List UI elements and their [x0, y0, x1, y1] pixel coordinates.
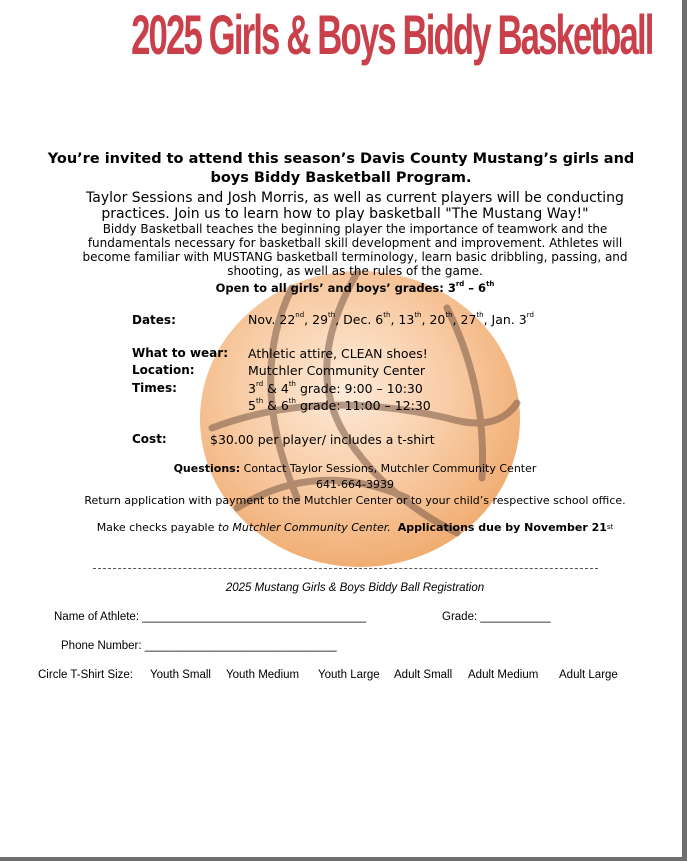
times-value-2: 5th & 6th grade: 11:00 – 12:30 — [248, 397, 431, 413]
athlete-name-field: Name of Athlete: ___________________________________ — [54, 611, 367, 623]
wear-value: Athletic attire, CLEAN shoes! — [248, 346, 428, 361]
registration-heading: 2025 Mustang Girls & Boys Biddy Ball Registration — [225, 582, 485, 594]
intro-heading-line2: boys Biddy Basketball Program. — [210, 170, 472, 186]
size-youth-small: Youth Small — [150, 669, 211, 681]
intro-heading-line1: You’re invited to attend this season’s Davis County Mustang’s girls and — [47, 151, 635, 167]
dates-label: Dates: — [132, 313, 176, 327]
checks-due-line: Make checks payable to Mutchler Community Center. Applications due by November 21st — [96, 521, 614, 534]
flyer-title: 2025 Girls & Boys Biddy Basketball — [131, 3, 653, 66]
dates-value: Nov. 22nd, 29th, Dec. 6th, 13th, 20th, 27th, Jan. 3rd — [248, 311, 534, 327]
size-adult-medium: Adult Medium — [468, 669, 539, 681]
coaches-line1: Taylor Sessions and Josh Morris, as well as current players will be conducting — [86, 190, 624, 206]
questions-line: Questions: Contact Taylor Sessions, Mutchler Community Center — [173, 462, 537, 475]
times-value-1: 3rd & 4th grade: 9:00 – 10:30 — [248, 380, 423, 396]
description-line3: become familiar with MUSTANG basketball terminology, learn basic dribbling, passing, and — [82, 250, 628, 264]
description-line1: Biddy Basketball teaches the beginning player the importance of teamwork and the — [102, 222, 608, 236]
location-value: Mutchler Community Center — [248, 363, 426, 378]
size-youth-large: Youth Large — [318, 669, 380, 681]
tshirt-size-label: Circle T-Shirt Size: — [38, 669, 134, 681]
description-line4: shooting, as well as the rules of the game. — [227, 264, 483, 278]
size-adult-large: Adult Large — [559, 669, 618, 681]
cost-label: Cost: — [132, 432, 167, 446]
description-line2: fundamentals necessary for basketball skill development and improvement. Athletes will — [87, 236, 623, 250]
open-grades: Open to all girls’ and boys’ grades: 3rd – 6th — [215, 280, 495, 295]
times-label: Times: — [132, 381, 177, 395]
location-label: Location: — [132, 363, 195, 377]
size-youth-medium: Youth Medium — [226, 669, 300, 681]
return-instructions: Return application with payment to the Mutchler Center or to your child’s respective school office. — [84, 494, 626, 507]
contact-phone: 641-664-3939 — [316, 478, 394, 491]
cost-value: $30.00 per player/ includes a t-shirt — [210, 432, 435, 447]
coaches-line2: practices. Join us to learn how to play basketball "The Mustang Way!" — [101, 206, 589, 222]
cut-line — [93, 568, 598, 569]
phone-number-field: Phone Number: ______________________________ — [61, 640, 337, 652]
size-adult-small: Adult Small — [394, 669, 453, 681]
wear-label: What to wear: — [132, 346, 228, 360]
grade-field: Grade: ___________ — [442, 611, 551, 623]
